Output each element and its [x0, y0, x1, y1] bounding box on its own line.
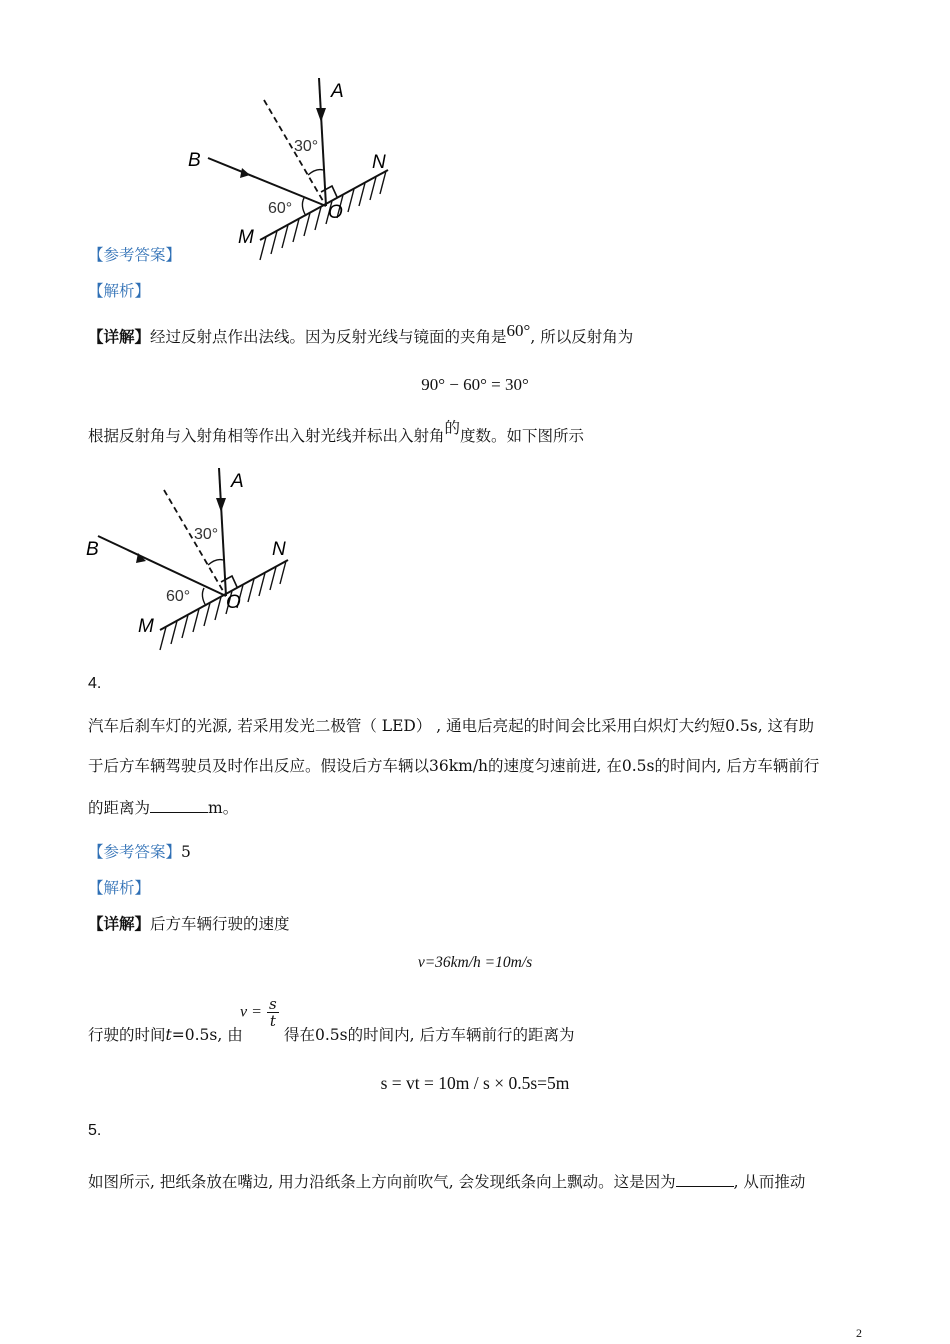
analysis-tag: 【解析】 — [88, 282, 151, 300]
reflected-ray — [208, 158, 326, 206]
label-o: O — [328, 202, 343, 223]
time-text-2: =0.5s, 由 — [171, 1026, 243, 1044]
q4-line-3 — [88, 798, 238, 818]
arrow-left-icon — [240, 168, 250, 178]
equation-reflection-angle: 90° − 60° = 30° — [421, 375, 529, 394]
detail-angle: 60° — [506, 321, 531, 340]
equation-speed — [0, 954, 950, 972]
q4-detail-line — [88, 914, 290, 934]
analysis-tag: 【解析】 — [88, 879, 151, 897]
question-number-4: 4. — [88, 675, 102, 692]
normal-line — [164, 490, 226, 596]
label-m: M — [138, 616, 154, 637]
fraction — [267, 996, 279, 1029]
angle-arc-top — [208, 560, 223, 565]
label-n: N — [372, 152, 386, 173]
angle-arc-left — [302, 198, 306, 216]
question-number-5: 5. — [88, 1122, 102, 1139]
answer-blank[interactable] — [676, 1172, 734, 1187]
time-text: 行驶的时间 — [88, 1026, 166, 1044]
answer-blank[interactable] — [150, 798, 208, 813]
q4-time-line-end: 得在0.5s的时间内, 后方车辆前行的距离为 — [284, 1026, 575, 1044]
right-angle-mark — [321, 186, 337, 197]
incident-ray — [219, 468, 226, 596]
q5-text-2: , 从而推动 — [733, 1173, 806, 1191]
angle-label-30: 30° — [194, 526, 219, 543]
page-number: 2 — [856, 1326, 862, 1340]
label-n: N — [272, 539, 286, 560]
fraction-numerator: s — [269, 995, 277, 1013]
detail-line — [88, 321, 634, 347]
q4-line-3-text: 的距离为 — [88, 799, 151, 817]
detail-text: 经过反射点作出法线。因为反射光线与镜面的夹角是 — [150, 328, 507, 346]
right-angle-mark — [221, 576, 237, 587]
label-a: A — [231, 471, 244, 492]
incident-ray — [319, 78, 326, 206]
angle-arc-left — [202, 588, 206, 606]
arrow-down-icon — [316, 108, 326, 122]
q4-answer-line — [88, 842, 191, 862]
equation-distance: s = vt = 10m / s × 0.5s=5m — [380, 1073, 570, 1093]
arrow-down-icon — [216, 498, 226, 512]
q4-line-1: 汽车后刹车灯的光源, 若采用发光二极管（ LED） , 通电后亮起的时间会比采用白炽灯大约短0.5s, 这有助 — [88, 717, 815, 735]
reflection-diagram-1 — [180, 72, 395, 267]
instruction-text: 根据反射角与入射角相等作出入射光线并标出入射角 — [88, 427, 445, 445]
reflected-ray — [98, 536, 226, 596]
instruction-sup: 的 — [444, 419, 461, 437]
label-a: A — [331, 81, 344, 102]
reflection-diagram-2 — [80, 462, 295, 657]
answer-tag: 【参考答案】 — [88, 843, 182, 861]
fraction-denominator: t — [269, 1012, 276, 1030]
q4-line-3-unit: m。 — [208, 799, 239, 817]
time-symbol: t — [165, 1026, 172, 1044]
answer-tag: 【参考答案】 — [88, 246, 182, 264]
detail-text2: , 所以反射角为 — [530, 328, 634, 346]
instruction-text-2: 度数。如下图所示 — [460, 427, 585, 445]
label-m: M — [238, 227, 254, 248]
q5-line-1 — [88, 1172, 805, 1192]
equation-speed-text: v=36km/h =10m/s — [417, 954, 533, 971]
detail-tag: 【详解】 — [88, 327, 151, 346]
angle-label-30: 30° — [294, 138, 319, 155]
formula-v-eq-s-over-t — [240, 996, 279, 1029]
instruction-line — [88, 419, 585, 446]
detail-text: 后方车辆行驶的速度 — [150, 915, 290, 933]
q4-line-2: 于后方车辆驾驶员及时作出反应。假设后方车辆以36km/h的速度匀速前进, 在0.5s的时间内, 后方车辆前行 — [88, 757, 820, 775]
angle-label-60: 60° — [166, 588, 191, 605]
label-o: O — [226, 592, 241, 613]
label-b: B — [86, 539, 99, 560]
q5-text: 如图所示, 把纸条放在嘴边, 用力沿纸条上方向前吹气, 会发现纸条向上飘动。这是因为 — [88, 1173, 676, 1191]
q4-time-line — [88, 1025, 243, 1045]
detail-tag: 【详解】 — [88, 914, 151, 933]
answer-value: 5 — [181, 843, 191, 861]
angle-label-60: 60° — [268, 200, 293, 217]
angle-arc-top — [308, 170, 323, 175]
formula-lhs: v = — [240, 1003, 262, 1021]
label-b: B — [188, 150, 201, 171]
